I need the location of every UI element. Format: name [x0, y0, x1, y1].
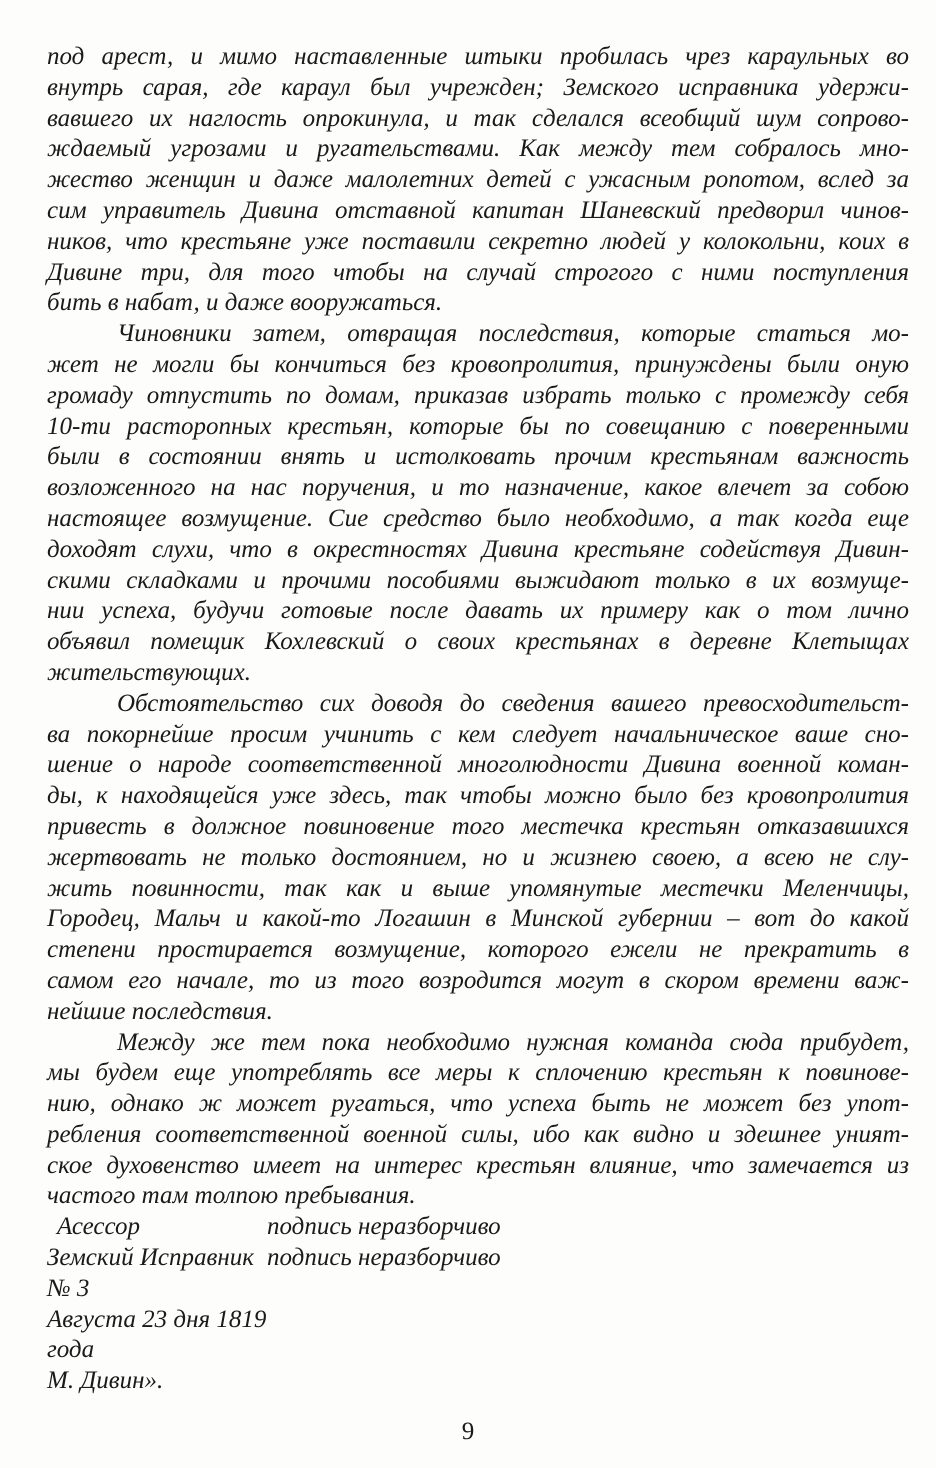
signature-note: [267, 1366, 909, 1397]
text-line: нейшие последствия.: [47, 997, 273, 1025]
text-line: скими складками и прочими пособиями выжидают только в их возмуще-: [47, 566, 909, 594]
paragraph: [47, 1028, 909, 1213]
text-line: доходят слухи, что в окрестностях Дивина крестьяне содействуя Дивин-: [47, 535, 909, 563]
page-number: 9: [461, 1418, 475, 1445]
text-line: громаду отпустить по домам, приказав избрать только с промежду себя: [47, 381, 909, 409]
text-line: Городец, Мальч и какой-то Логашин в Минской губернии – вот до какой: [47, 905, 909, 933]
text-line: сим управитель Дивина отставной капитан Шаневский предворил чинов-: [47, 196, 909, 224]
signature-note: подпись неразборчиво: [267, 1213, 501, 1241]
text-line: настоящее возмущение. Сие средство было необходимо, а так когда еще: [47, 504, 909, 532]
text-line: жет не могли бы кончиться без кровопролития, принуждены были оную: [47, 350, 909, 378]
signature-note: [267, 1305, 909, 1367]
text-line: внутрь сарая, где караул был учрежден; Земского исправника удержи-: [47, 73, 909, 101]
text-line: ждаемый угрозами и ругательствами. Как между тем собралось мно-: [47, 135, 909, 163]
text-line: жертвовать не только достоянием, но и жизнею своею, а всею не слу-: [47, 843, 909, 871]
text-line: ников, что крестьяне уже поставили секретно людей у колокольни, коих в: [47, 227, 909, 255]
text-line: Между же тем пока необходимо нужная команда сюда прибудет,: [117, 1028, 909, 1056]
text-line: были в состоянии внять и истолковать прочим крестьянам важность: [47, 443, 909, 471]
text-line: ва покорнейше просим учинить с кем следует начальническое ваше сно-: [47, 720, 909, 748]
text-line: объявил помещик Кохлевский о своих крестьянах в деревне Клетыщах: [47, 628, 909, 656]
text-line: возложенного на нас поручения, и то назначение, какое влечет за собою: [47, 474, 909, 502]
text-line: мы будем еще употреблять все меры к сплочению крестьян к повинове-: [47, 1059, 909, 1087]
text-line: бить в набат, и даже вооружаться.: [47, 289, 443, 317]
signature-role: Земский Исправник: [47, 1244, 254, 1272]
signature-row: [47, 1243, 909, 1274]
text-line: нию, однако ж может ругаться, что успеха быть не может без упот-: [47, 1090, 909, 1118]
text-line: ды, к находящейся уже здесь, так чтобы можно было без кровопролития: [47, 782, 909, 810]
text-line: Чиновники затем, отвращая последствия, которые статься мо-: [117, 320, 909, 348]
letter-body: [47, 42, 909, 1397]
text-line: ребления соответственной военной силы, ибо как видно и здешнее уният-: [47, 1120, 909, 1148]
text-line: жительствующих.: [47, 658, 252, 686]
text-line: нии успеха, будучи готовые после давать их примеру как о том лично: [47, 597, 909, 625]
signature-role: М. Дивин».: [47, 1367, 164, 1395]
text-line: вавшего их наглость опрокинула, и так сделался всеобщий шум сопрово-: [47, 104, 909, 132]
text-line: Дивине три, для того чтобы на случай строгого с ними поступления: [47, 258, 909, 286]
text-line: самом его начале, то из того возродится могут в скором времени важ-: [47, 966, 909, 994]
text-line: привесть в должное повиновение того местечка крестьян отказавшихся: [47, 812, 909, 840]
signature-note: подпись неразборчиво: [267, 1244, 501, 1272]
paragraph: [47, 689, 909, 1028]
text-line: жество женщин и даже малолетних детей с ужасным ропотом, вслед за: [47, 166, 909, 194]
signature-role: Августа 23 дня 1819 года: [47, 1305, 267, 1364]
paragraph: [47, 42, 909, 319]
text-line: 10-ти расторопных крестьян, которые бы по совещанию с поверенными: [47, 412, 909, 440]
text-line: под арест, и мимо наставленные штыки пробилась чрез караульных во: [47, 43, 909, 70]
signature-row: [47, 1305, 909, 1367]
signature-row: [47, 1212, 909, 1243]
text-line: шение о народе соответственной многолюдности Дивина военной коман-: [47, 751, 909, 779]
signature-row: [47, 1274, 909, 1305]
signature-role: Асессор: [57, 1213, 140, 1241]
signature-row: [47, 1366, 909, 1397]
signature-role: № 3: [47, 1274, 90, 1302]
text-line: степени простирается возмущение, которого ежели не прекратить в: [47, 936, 909, 964]
text-line: Обстоятельство сих доводя до сведения вашего превосходительст-: [117, 689, 909, 717]
paragraph: [47, 319, 909, 689]
signature-note: [267, 1274, 909, 1305]
text-line: частого там толпою пребывания.: [47, 1182, 416, 1210]
text-line: жить повинности, так как и выше упомянутые местечки Меленчицы,: [47, 874, 909, 902]
text-line: ское духовенство имеет на интерес крестьян влияние, что замечается из: [47, 1151, 909, 1179]
